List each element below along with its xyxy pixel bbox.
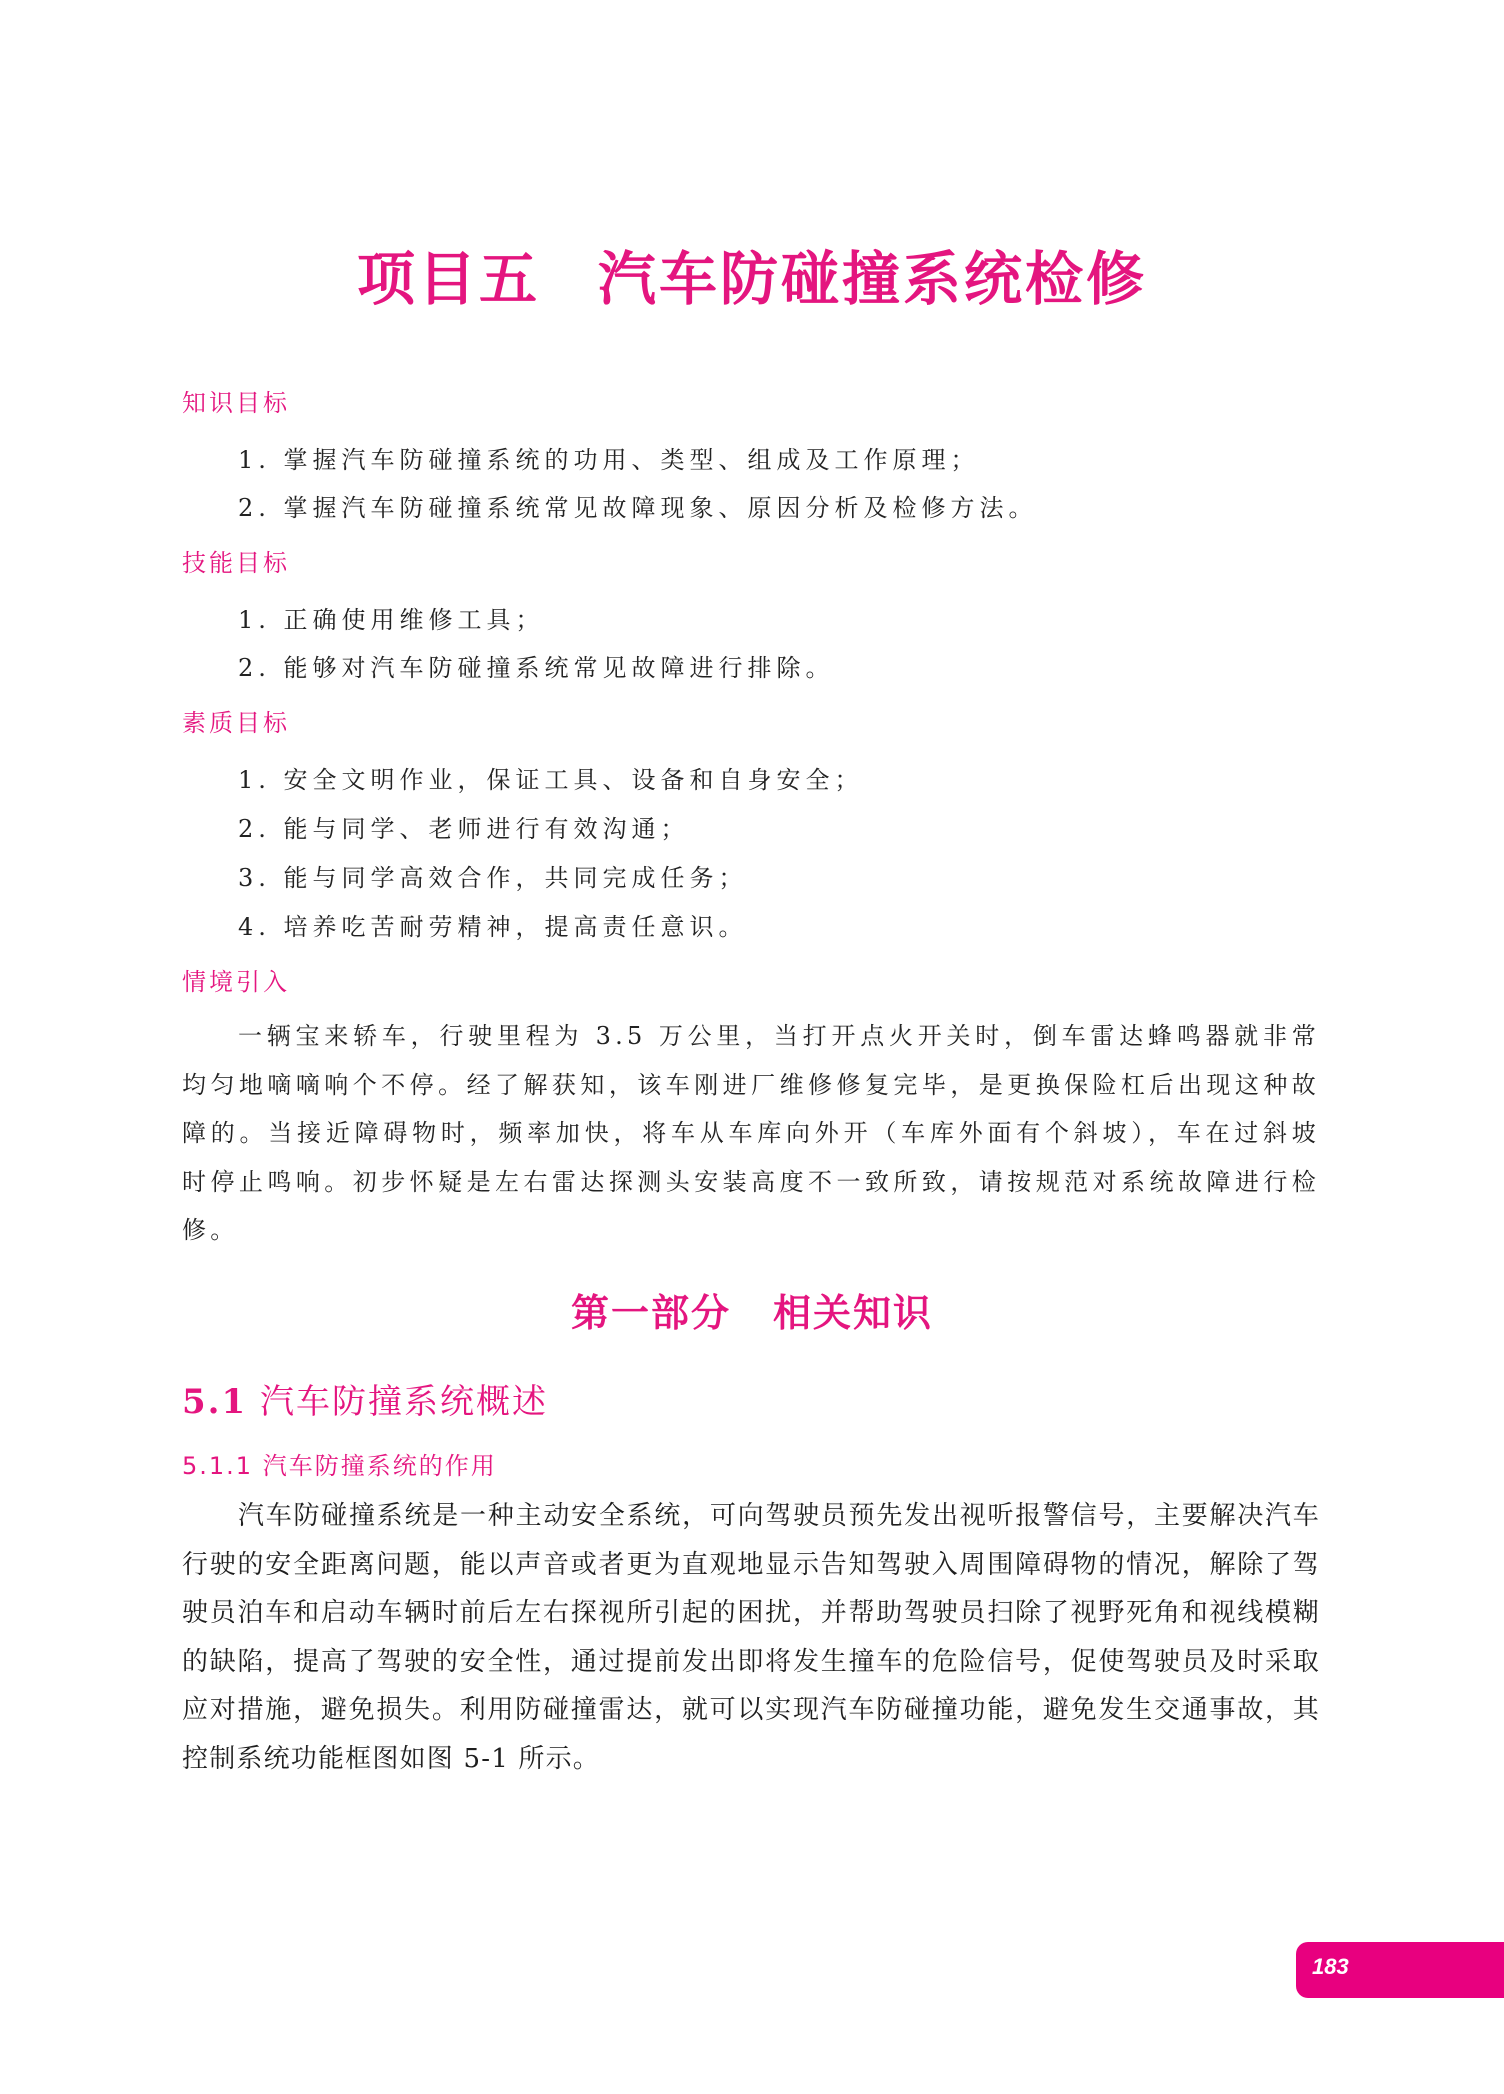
quality-goal-item: 2. 能与同学、老师进行有效沟通； bbox=[238, 815, 690, 843]
part-title bbox=[0, 1282, 1504, 1337]
knowledge-goal-item: 1. 掌握汽车防碰撞系统的功用、类型、组成及工作原理； bbox=[238, 446, 980, 474]
quality-goal-item: 3. 能与同学高效合作，共同完成任务； bbox=[238, 864, 748, 892]
page-number: 183 bbox=[1312, 1954, 1349, 1979]
part-name: 相关知识 bbox=[773, 1291, 934, 1335]
quality-goal-item: 1. 安全文明作业，保证工具、设备和自身安全； bbox=[238, 766, 864, 794]
quality-goal-heading: 素质目标 bbox=[182, 709, 290, 737]
page-number-badge bbox=[1296, 1942, 1504, 1998]
knowledge-goal-item: 2. 掌握汽车防碰撞系统常见故障现象、原因分析及检修方法。 bbox=[238, 494, 1038, 522]
skill-goal-item: 1. 正确使用维修工具； bbox=[238, 606, 545, 634]
section-title bbox=[182, 1374, 548, 1423]
scenario-paragraph: 一辆宝来轿车，行驶里程为 3.5 万公里，当打开点火开关时，倒车雷达蜂鸣器就非常均匀地嘀嘀响个不停。经了解获知，该车刚进厂维修修复完毕，是更换保险杠后出现这种故障的。当接近障碍物时，频率加快，将车从车库向外开（车库外面有个斜坡），车在过斜坡时停止鸣响。初步怀疑是左右雷达探测头安装高度不一致所致，请按规范对系统故障进行检修。 bbox=[182, 1022, 1320, 1244]
skill-goal-heading: 技能目标 bbox=[182, 549, 290, 577]
section-number: 5.1 bbox=[182, 1382, 248, 1422]
chapter-name: 汽车防碰撞系统检修 bbox=[598, 245, 1148, 313]
subsection-name: 汽车防撞系统的作用 bbox=[262, 1452, 497, 1480]
scenario-heading: 情境引入 bbox=[182, 968, 290, 996]
subsection-number: 5.1.1 bbox=[182, 1452, 254, 1480]
body-paragraph: 汽车防碰撞系统是一种主动安全系统，可向驾驶员预先发出视听报警信号，主要解决汽车行驶的安全距离问题，能以声音或者更为直观地显示告知驾驶入周围障碍物的情况，解除了驾驶员泊车和启动车辆时前后左右探视所引起的困扰，并帮助驾驶员扫除了视野死角和视线模糊的缺陷，提高了驾驶的安全性，通过提前发出即将发生撞车的危险信号，促使驾驶员及时采取应对措施，避免损失。利用防碰撞雷达，就可以实现汽车防碰撞功能，避免发生交通事故，其控制系统功能框图如图 5-1 所示。 bbox=[182, 1501, 1320, 1774]
chapter-title bbox=[0, 232, 1504, 316]
subsection-title bbox=[182, 1446, 497, 1481]
section-name: 汽车防撞系统概述 bbox=[259, 1382, 548, 1422]
part-label: 第一部分 bbox=[570, 1291, 731, 1335]
skill-goal-item: 2. 能够对汽车防碰撞系统常见故障进行排除。 bbox=[238, 654, 835, 682]
chapter-number: 项目五 bbox=[356, 245, 540, 313]
quality-goal-item: 4. 培养吃苦耐劳精神，提高责任意识。 bbox=[238, 913, 748, 941]
knowledge-goal-heading: 知识目标 bbox=[182, 389, 290, 417]
